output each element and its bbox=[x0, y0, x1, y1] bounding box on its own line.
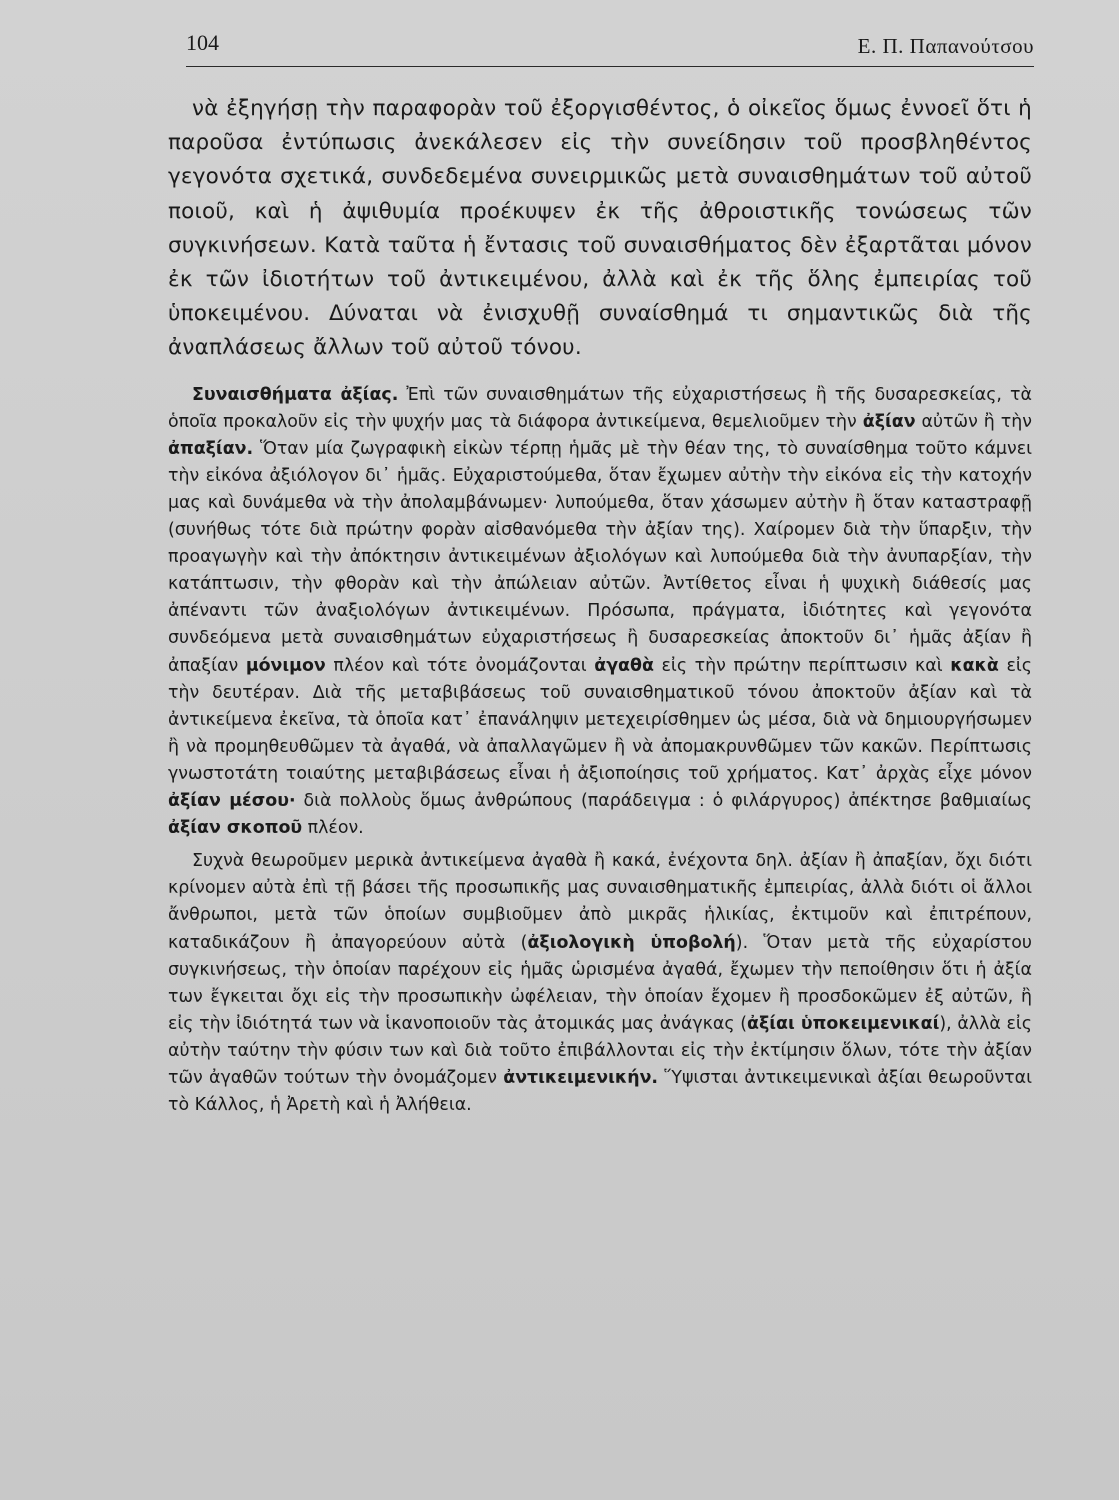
emphasis: ἀντικειμενικήν. bbox=[503, 1067, 659, 1088]
emphasis: ἀξίαν σκοποῦ bbox=[168, 818, 303, 839]
emphasis: ἀξίαν μέσου· bbox=[168, 791, 296, 812]
paragraph-2 bbox=[168, 382, 1032, 843]
emphasis: μόνιμον bbox=[245, 655, 326, 676]
emphasis: ἀξίαι ὑποκειμενικαί bbox=[747, 1013, 940, 1034]
text-run: Ἐπὶ τῶν συναισθημάτων τῆς εὐχαριστήσεως ἢ τῆς δυσαρεσκείας, τὰ ὁποῖα προκαλοῦν εἰς τὴν ψυχήν μας τὰ διάφορα ἀντικείμενα, θεμελιοῦμεν τὴν bbox=[168, 384, 1032, 432]
text-run: Ὅταν μία ζωγραφικὴ εἰκὼν τέρπῃ ἡμᾶς μὲ τὴν θέαν της, τὸ συναίσθημα τοῦτο κάμνει τὴν εἰκόνα ἀξιόλογον δι᾽ ἡμᾶς. Εὐχαριστούμεθα, ὅταν ἔχωμεν αὐτὴν τὴν εἰκόνα εἰς τὴν κατοχήν μας καὶ δυνάμεθα νὰ τὴν ἀπολαμβάνωμεν· λυπούμεθα, ὅταν χάσωμεν αὐτὴν ἢ ὅταν καταστραφῇ (συνήθως τότε διὰ πρώτην φορὰν αἰσθανόμεθα τὴν ἀξίαν της). Χαίρομεν διὰ τὴν ὕπαρξιν, τὴν προαγωγὴν καὶ τὴν ἀπόκτησιν ἀντικειμένων ἀξιολόγων καὶ λυπούμεθα διὰ τὴν ἀνυπαρξίαν, τὴν κατάπτωσιν, τὴν φθορὰν καὶ τὴν ἀπώλειαν αὐτῶν. Ἀντίθετος εἶναι ἡ ψυχικὴ διάθεσίς μας ἀπέναντι τῶν ἀναξιολόγων ἀντικειμένων. Πρόσωπα, πράγματα, ἰδιότητες καὶ γεγονότα συνδεόμενα μετὰ συναισθημάτων εὐχαριστήσεως ἢ δυσαρεσκείας ἀποκτοῦν δι᾽ ἡμᾶς ἀξίαν ἢ ἀπαξίαν bbox=[168, 438, 1032, 676]
page-body bbox=[168, 92, 1032, 1119]
emphasis: κακὰ bbox=[950, 655, 999, 676]
running-head-author: Ε. Π. Παπανούτσου bbox=[857, 34, 1034, 58]
text-run: πλέον. bbox=[302, 818, 364, 839]
text-run: Συχνὰ θεωροῦμεν μερικὰ ἀντικείμενα ἀγαθὰ ἢ κακά, ἐνέχοντα δηλ. ἀξίαν ἢ ἀπαξίαν, ὄχι διότι κρίνομεν αὐτὰ ἐπὶ τῇ βάσει τῆς προσωπικῆς μας συναισθηματικῆς ἐμπειρίας, ἀλλὰ διότι οἱ ἄλλοι ἄνθρωποι, μετὰ τῶν ὁποίων συμβιοῦμεν ἀπὸ μικρᾶς ἡλικίας, ἐκτιμοῦν καὶ ἐπιτρέπουν, καταδικάζουν ἢ ἀπαγορεύουν αὐτὰ ( bbox=[168, 851, 1032, 953]
text-run: διὰ πολλοὺς ὅμως ἀνθρώπους (παράδειγμα : ὁ φιλάργυρος) ἀπέκτησε βαθμιαίως bbox=[295, 791, 1032, 812]
text-run: εἰς τὴν πρώτην περίπτωσιν καὶ bbox=[653, 655, 951, 676]
text-run: εἰς τὴν δευτέραν. Διὰ τῆς μεταβιβάσεως τοῦ συναισθηματικοῦ τόνου ἀποκτοῦν ἀξίαν καὶ τὰ ἀντικείμενα ἐκεῖνα, τὰ ὁποῖα κατ᾽ ἐπανάληψιν μετεχειρίσθημεν ὡς μέσα, διὰ νὰ δημιουργήσωμεν ἢ νὰ προμηθευθῶμεν τὰ ἀγαθά, νὰ ἀπαλλαγῶμεν ἢ νὰ ἀπομακρυνθῶμεν τῶν κακῶν. Περίπτωσις γνωστοτάτη τοιαύτης μεταβιβάσεως εἶναι ἡ ἀξιοποίησις τοῦ χρήματος. Κατ᾽ ἀρχὰς εἶχε μόνον bbox=[168, 655, 1032, 784]
running-head bbox=[186, 28, 1034, 67]
page-number: 104 bbox=[186, 30, 219, 55]
paragraph-3 bbox=[168, 848, 1032, 1119]
emphasis: ἀξίαν bbox=[862, 411, 916, 432]
text-run: ), ἀλλὰ εἰς αὐτὴν ταύτην τὴν φύσιν των καὶ διὰ τοῦτο ἐπιβάλλονται εἰς τὴν ἐκτίμησιν ὅλων, τότε τὴν ἀξίαν τῶν ἀγαθῶν τούτων τὴν ὀνομάζομεν bbox=[168, 1013, 1033, 1088]
emphasis: ἀπαξίαν. bbox=[168, 438, 254, 459]
text-run: πλέον καὶ τότε ὀνομάζονται bbox=[325, 655, 595, 676]
text-run: ). Ὅταν μετὰ τῆς εὐχαρίστου συγκινήσεως, τὴν ὁποίαν παρέχουν εἰς ἡμᾶς ὡρισμένα ἀγαθά, ἔχωμεν τὴν πεποίθησιν ὅτι ἡ ἀξία των ἔγκειται ὄχι εἰς τὴν προσωπικὴν ὠφέλειαν, τὴν ὁποίαν ἔχομεν ἢ προσδοκῶμεν ἐξ αὐτῶν, ἢ εἰς τὴν ἰδιότητά των νὰ ἱκανοποιοῦν τὰς ἀτομικάς μας ἀνάγκας ( bbox=[168, 932, 1032, 1034]
paragraph-1: νὰ ἐξηγήσῃ τὴν παραφορὰν τοῦ ἐξοργισθέντος, ὁ οἰκεῖος ὅμως ἐννοεῖ ὅτι ἡ παροῦσα ἐντύπωσις ἀνεκάλεσεν εἰς τὴν συνείδησιν τοῦ προσβληθέντος γεγονότα σχετικά, συνδεδεμένα συνειρμικῶς μετὰ συναισθημάτων τοῦ αὐτοῦ ποιοῦ, καὶ ἡ ἀψιθυμία προέκυψεν ἐκ τῆς ἀθροιστικῆς τονώσεως τῶν συγκινήσεων. Κατὰ ταῦτα ἡ ἔντασις τοῦ συναισθήματος δὲν ἐξαρτᾶται μόνον ἐκ τῶν ἰδιοτήτων τοῦ ἀντικειμένου, ἀλλὰ καὶ ἐκ τῆς ὅλης ἐμπειρίας τοῦ ὑποκειμένου. Δύναται νὰ ἐνισχυθῇ συναίσθημά τι σημαντικῶς διὰ τῆς ἀναπλάσεως ἄλλων τοῦ αὐτοῦ τόνου. bbox=[168, 96, 1032, 361]
section-heading: Συναισθήματα ἀξίας. bbox=[192, 384, 399, 405]
emphasis: ἀξιολογικὴ ὑποβολή bbox=[527, 932, 736, 953]
text-run: αὐτῶν ἢ τὴν bbox=[915, 411, 1032, 432]
text-run: Ὕψισται ἀντικειμενικαὶ ἀξίαι θεωροῦνται τὸ Κάλλος, ἡ Ἀρετὴ καὶ ἡ Ἀλήθεια. bbox=[168, 1067, 1032, 1116]
emphasis: ἀγαθὰ bbox=[594, 655, 654, 676]
